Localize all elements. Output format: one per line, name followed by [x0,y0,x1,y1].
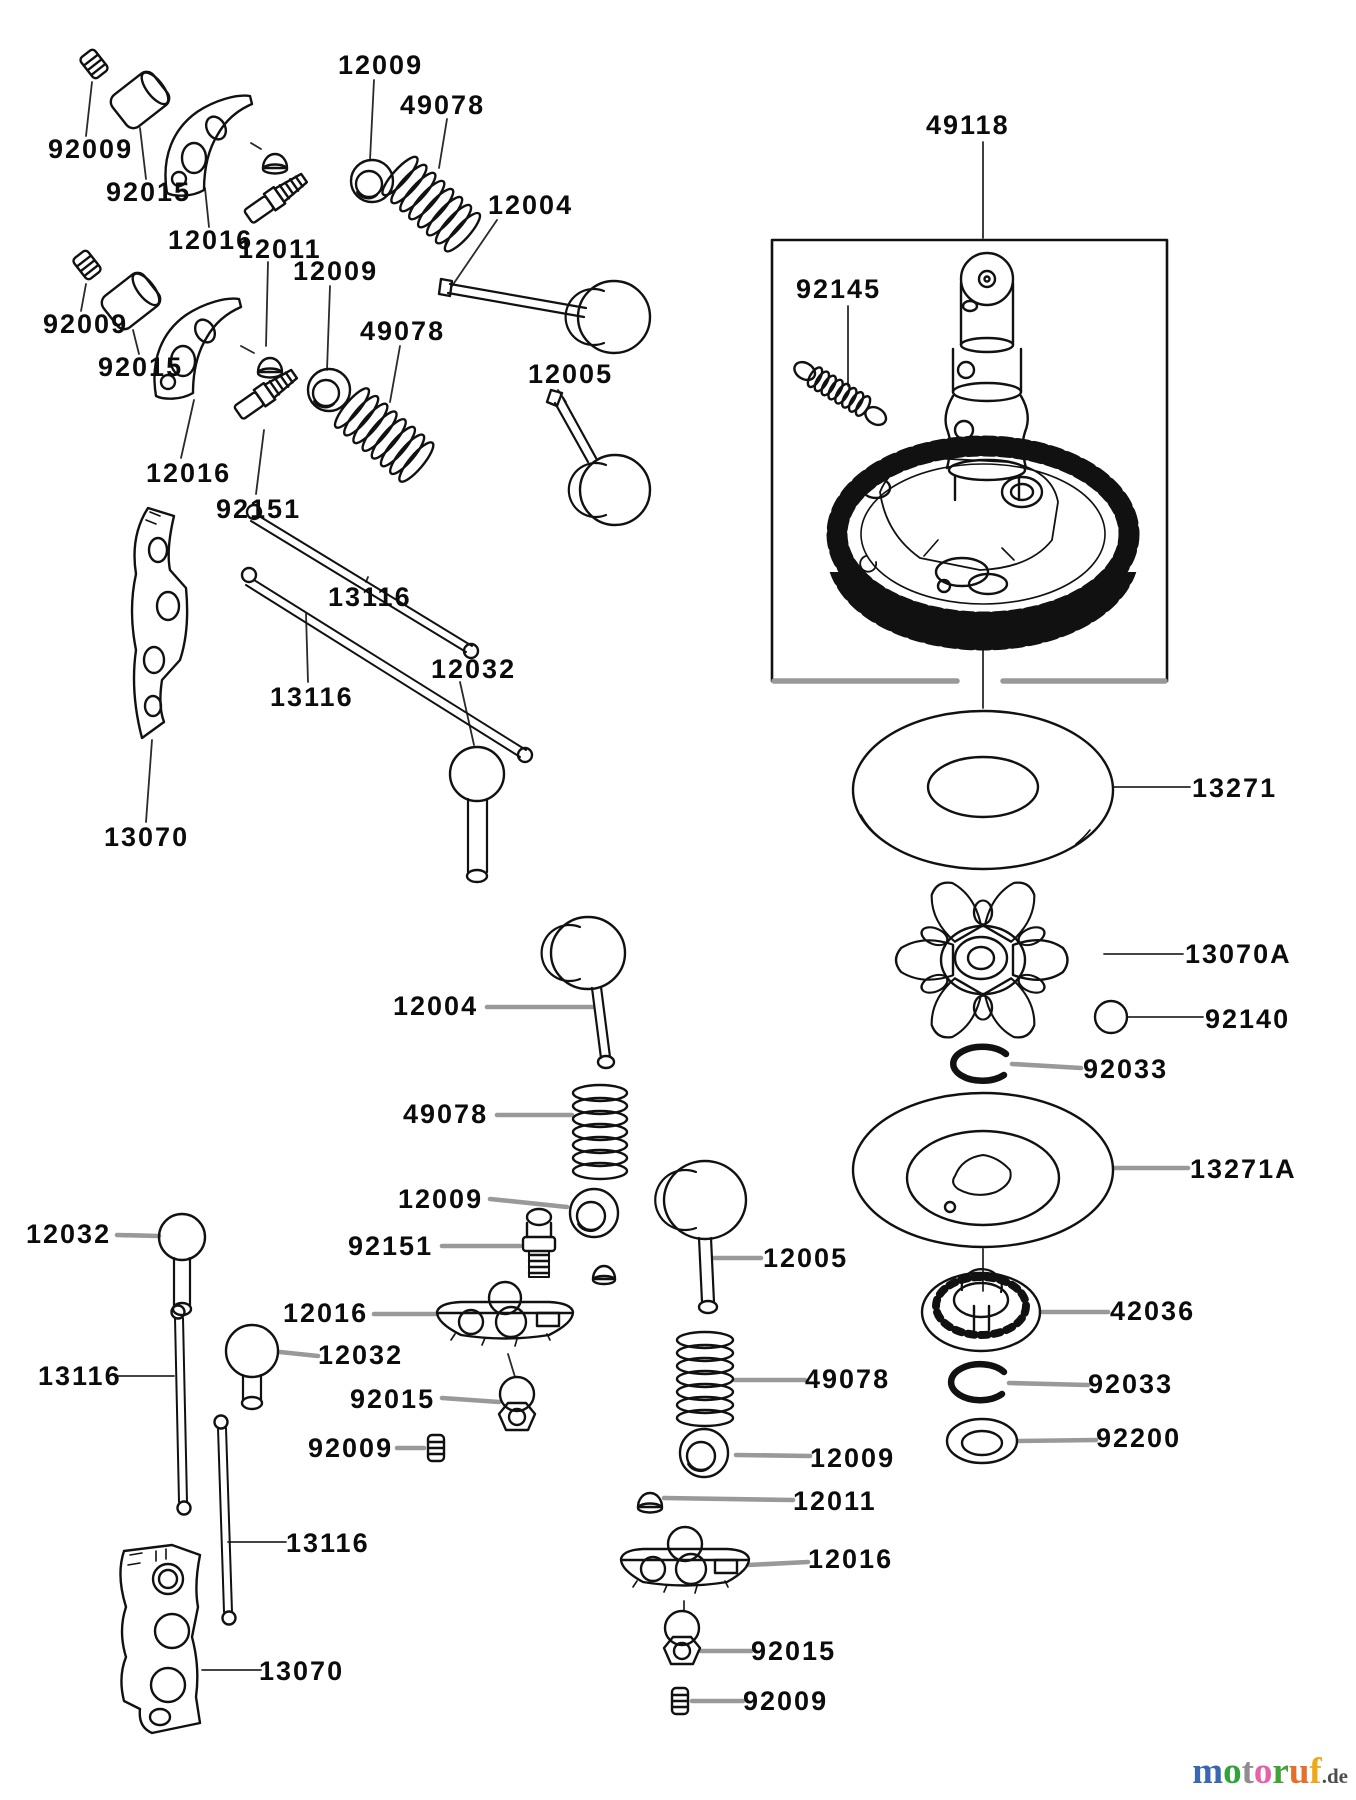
part-label-92015: 92015 [106,177,192,207]
adjuster-92151-2-drawing [523,1209,555,1277]
part-label-12004: 12004 [488,190,574,220]
part-label-42036: 42036 [1110,1296,1196,1326]
tappet-12032-a-drawing [450,747,504,882]
part-label-13070: 13070 [104,822,190,852]
part-label-49078: 49078 [403,1099,489,1129]
part-label-12011: 12011 [238,234,322,264]
logo-letter: o [1253,1751,1273,1792]
spring-seat-12009-4-drawing [680,1429,728,1477]
dished-washer-13271A-drawing [853,1093,1113,1247]
part-label-13271A: 13271A [1190,1154,1297,1184]
part-label-13070: 13070 [259,1656,345,1686]
retainer-42036-drawing [922,1269,1040,1351]
part-label-12009: 12009 [293,256,379,286]
set-screw-92009-3-drawing [428,1435,444,1461]
adjuster-92151-1a-drawing [243,170,310,225]
part-label-92009: 92009 [48,134,134,164]
part-label-49118: 49118 [926,110,1010,140]
part-label-92145: 92145 [796,274,882,304]
push-rod-13116-4-drawing [215,1416,236,1625]
logo-letter: r [1272,1751,1289,1792]
valve-12005-drawing [547,390,650,525]
logo-letter: f [1309,1751,1322,1792]
part-label-92015: 92015 [751,1636,837,1666]
part-label-12011: 12011 [793,1486,877,1516]
part-label-92200: 92200 [1096,1423,1182,1453]
part-label-49078: 49078 [400,90,486,120]
set-screw-92009-1-drawing [79,48,109,80]
part-label-92033: 92033 [1083,1054,1169,1084]
part-label-12016: 12016 [168,225,254,255]
part-label-12004: 12004 [393,991,479,1021]
valve-spring-49078-1-drawing [378,153,484,256]
part-label-13116: 13116 [270,682,354,712]
star-plate-13070A-drawing [896,875,1068,1045]
part-label-92033: 92033 [1088,1369,1174,1399]
camshaft-49118-drawing [837,253,1129,640]
part-label-92151: 92151 [216,494,302,524]
keeper-cap-drawing [593,1266,615,1284]
snap-ring-92033-b-drawing [951,1364,1004,1400]
tappet-92015-3-drawing [499,1377,535,1430]
spring-seat-12009-2-drawing [308,369,350,411]
leader-lines-thin [81,80,1203,1670]
tappet-92015-4-drawing [664,1611,700,1664]
part-label-13116: 13116 [328,582,412,612]
part-label-12009: 12009 [338,50,424,80]
part-label-12005: 12005 [763,1243,849,1273]
valve-12004-drawing [439,279,650,353]
part-label-92140: 92140 [1205,1004,1291,1034]
rocker-arm-12016-2-drawing [154,299,241,399]
cap-12011-2-drawing [258,358,282,378]
part-label-92009: 92009 [743,1686,829,1716]
logo-letter: t [1241,1751,1254,1792]
tappet-92015-1-drawing [107,68,173,132]
motoruf-watermark [1192,1753,1348,1790]
cap-12011-1-drawing [263,154,287,174]
part-label-12016: 12016 [146,458,232,488]
part-label-49078: 49078 [805,1364,891,1394]
valve-spring-49078-4-drawing [677,1332,733,1426]
tappet-12032-1-drawing [159,1214,205,1315]
set-screw-92009-4-drawing [672,1688,688,1714]
valve-12004-b-drawing [542,917,625,1068]
part-label-92015: 92015 [350,1384,436,1414]
part-label-13116: 13116 [38,1361,122,1391]
part-label-12032: 12032 [26,1219,112,1249]
washer-13271-drawing [853,711,1113,869]
cap-12011-b-drawing [638,1493,662,1513]
part-label-92151: 92151 [348,1231,434,1261]
rocker-arm-12016-4-drawing [621,1527,749,1593]
logo-tld: .de [1321,1764,1348,1788]
snap-ring-92033-drawing [953,1047,1006,1081]
ball-92140-drawing [1095,1001,1127,1033]
push-rod-13116-3-drawing [172,1306,191,1515]
guide-plate-13070-2-drawing [120,1545,200,1733]
logo-letter: o [1223,1751,1242,1792]
tappet-12032-2-drawing [226,1325,278,1409]
part-label-92015: 92015 [98,352,184,382]
part-label-12032: 12032 [431,654,517,684]
part-label-92009: 92009 [43,309,129,339]
part-label-12032: 12032 [318,1340,404,1370]
rocker-arm-12016-3-drawing [437,1282,573,1346]
valve-spring-49078-3-drawing [573,1085,627,1179]
part-label-12009: 12009 [810,1443,896,1473]
part-label-12016: 12016 [808,1544,894,1574]
logo-letter: m [1192,1751,1224,1792]
logo-letter: u [1288,1751,1310,1792]
part-label-13070A: 13070A [1185,939,1292,969]
adjuster-92151-1b-drawing [233,366,300,421]
valve-12005-b-drawing [655,1161,746,1313]
part-label-13271: 13271 [1192,773,1278,803]
guide-plate-13070-1-drawing [132,508,187,738]
spring-92145-drawing [790,356,892,429]
part-label-12009: 12009 [398,1184,484,1214]
part-label-92009: 92009 [308,1433,394,1463]
spring-seat-12009-3-drawing [570,1189,618,1237]
part-label-12016: 12016 [283,1298,369,1328]
part-label-49078: 49078 [360,316,446,346]
set-screw-92009-2-drawing [72,249,102,281]
part-label-12005: 12005 [528,359,614,389]
washer-92200-drawing [947,1419,1017,1463]
part-label-13116: 13116 [286,1528,370,1558]
